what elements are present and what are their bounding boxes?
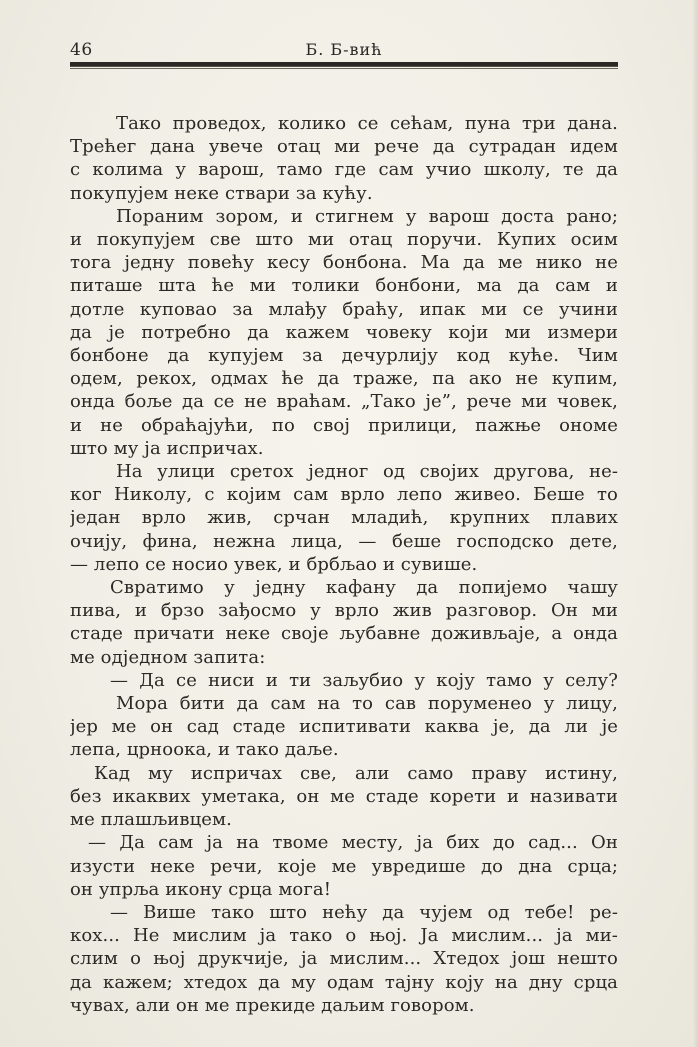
text-line: ког Николу, с којим сам врло лепо живео. Беше то [70, 484, 618, 506]
text-line: — лепо се носио увек, и брбљао и сувише. [70, 553, 478, 575]
text-line: да кажем; хтедох да му одам тајну коју на дну срца [70, 971, 618, 993]
text-line: да је потребно да кажем човеку који ми измери [70, 321, 618, 343]
page-number: 46 [70, 40, 93, 60]
text-line: питаше шта ће ми толики бонбони, ма да сам и [70, 275, 618, 297]
text-line: пива, и брзо зађосмо у врло жив разговор. Он ми [70, 600, 618, 622]
text-line: Трећег дана увече отац ми рече да сутрадан идем [70, 136, 618, 158]
header-rule [70, 62, 618, 67]
text-line: Мора бити да сам на то сав поруменео у лицу, [116, 693, 618, 715]
text-line: бонбоне да купујем за дечурлију код куће. Чим [70, 345, 618, 367]
text-line: и покупујем све што ми отац поручи. Купих осим [70, 229, 618, 251]
text-line: — Више тако што нећу да чујем од тебе! ре- [110, 901, 618, 923]
text-line: очију, фина, нежна лица, — беше господско дете, [70, 530, 618, 552]
text-line: одем, рекох, одмах ће да траже, па ако не купим, [70, 368, 618, 390]
text-line: с колима у варош, тамо где сам учио школу, те да [70, 159, 618, 181]
body-text [70, 112, 618, 1017]
text-line: Свратимо у једну кафану да попијемо чашу [110, 577, 618, 599]
text-line: он упрља икону срца мога! [70, 878, 332, 900]
text-line: ме одједном запита: [70, 646, 266, 668]
running-head: Б. Б-вић [305, 40, 383, 59]
text-line: покупујем неке ствари за кућу. [70, 182, 373, 204]
text-line: тога једну повећу кесу бонбона. Ма да ме нико не [70, 252, 618, 274]
text-line: изусти неке речи, које ме увредише до дна срца; [70, 855, 618, 877]
text-line: чувах, али он ме прекиде даљим говором. [70, 994, 475, 1016]
text-line: лепа, црноока, и тако даље. [70, 739, 339, 761]
page-header [70, 40, 618, 62]
text-line: Кад му испричах све, али само праву истину, [94, 762, 618, 784]
text-line: и не обраћајући, по свој прилици, пажње ономе [70, 414, 618, 436]
text-line: што му ја испричах. [70, 437, 264, 459]
text-line: стаде причати неке своје љубавне доживљаје, а онда [70, 623, 618, 645]
text-line: слим о њој друкчије, ја мислим... Хтедох још нешто [70, 948, 618, 970]
text-line: Тако проведох, колико се сећам, пуна три дана. [116, 113, 618, 134]
text-line: — Да сам ја на твоме месту, ја бих до сад... Он [88, 832, 618, 854]
header-rule-thin [70, 68, 618, 69]
text-line: један врло жив, срчан младић, крупних плавих [70, 507, 618, 529]
text-line: На улици сретох једног од својих другова, не- [116, 461, 618, 483]
text-line: ме плашљивцем. [70, 809, 232, 831]
text-line: кох... Не мислим ја тако о њој. Ја мислим... ја ми- [70, 925, 618, 947]
text-line: без икаквих уметака, он ме стаде корети и називати [70, 785, 618, 807]
text-line: јер ме он сад стаде испитивати каква је, да ли је [70, 716, 618, 738]
text-line: Пораним зором, и стигнем у варош доста рано; [116, 205, 618, 227]
text-line: дотле куповао за млађу браћу, ипак ми се учини [70, 298, 618, 320]
page-edge [692, 0, 698, 1047]
text-line: — Да се ниси и ти заљубио у коју тамо у селу? [110, 669, 618, 691]
text-line: онда боље да се не враћам. „Тако је”, рече ми човек, [70, 391, 618, 413]
